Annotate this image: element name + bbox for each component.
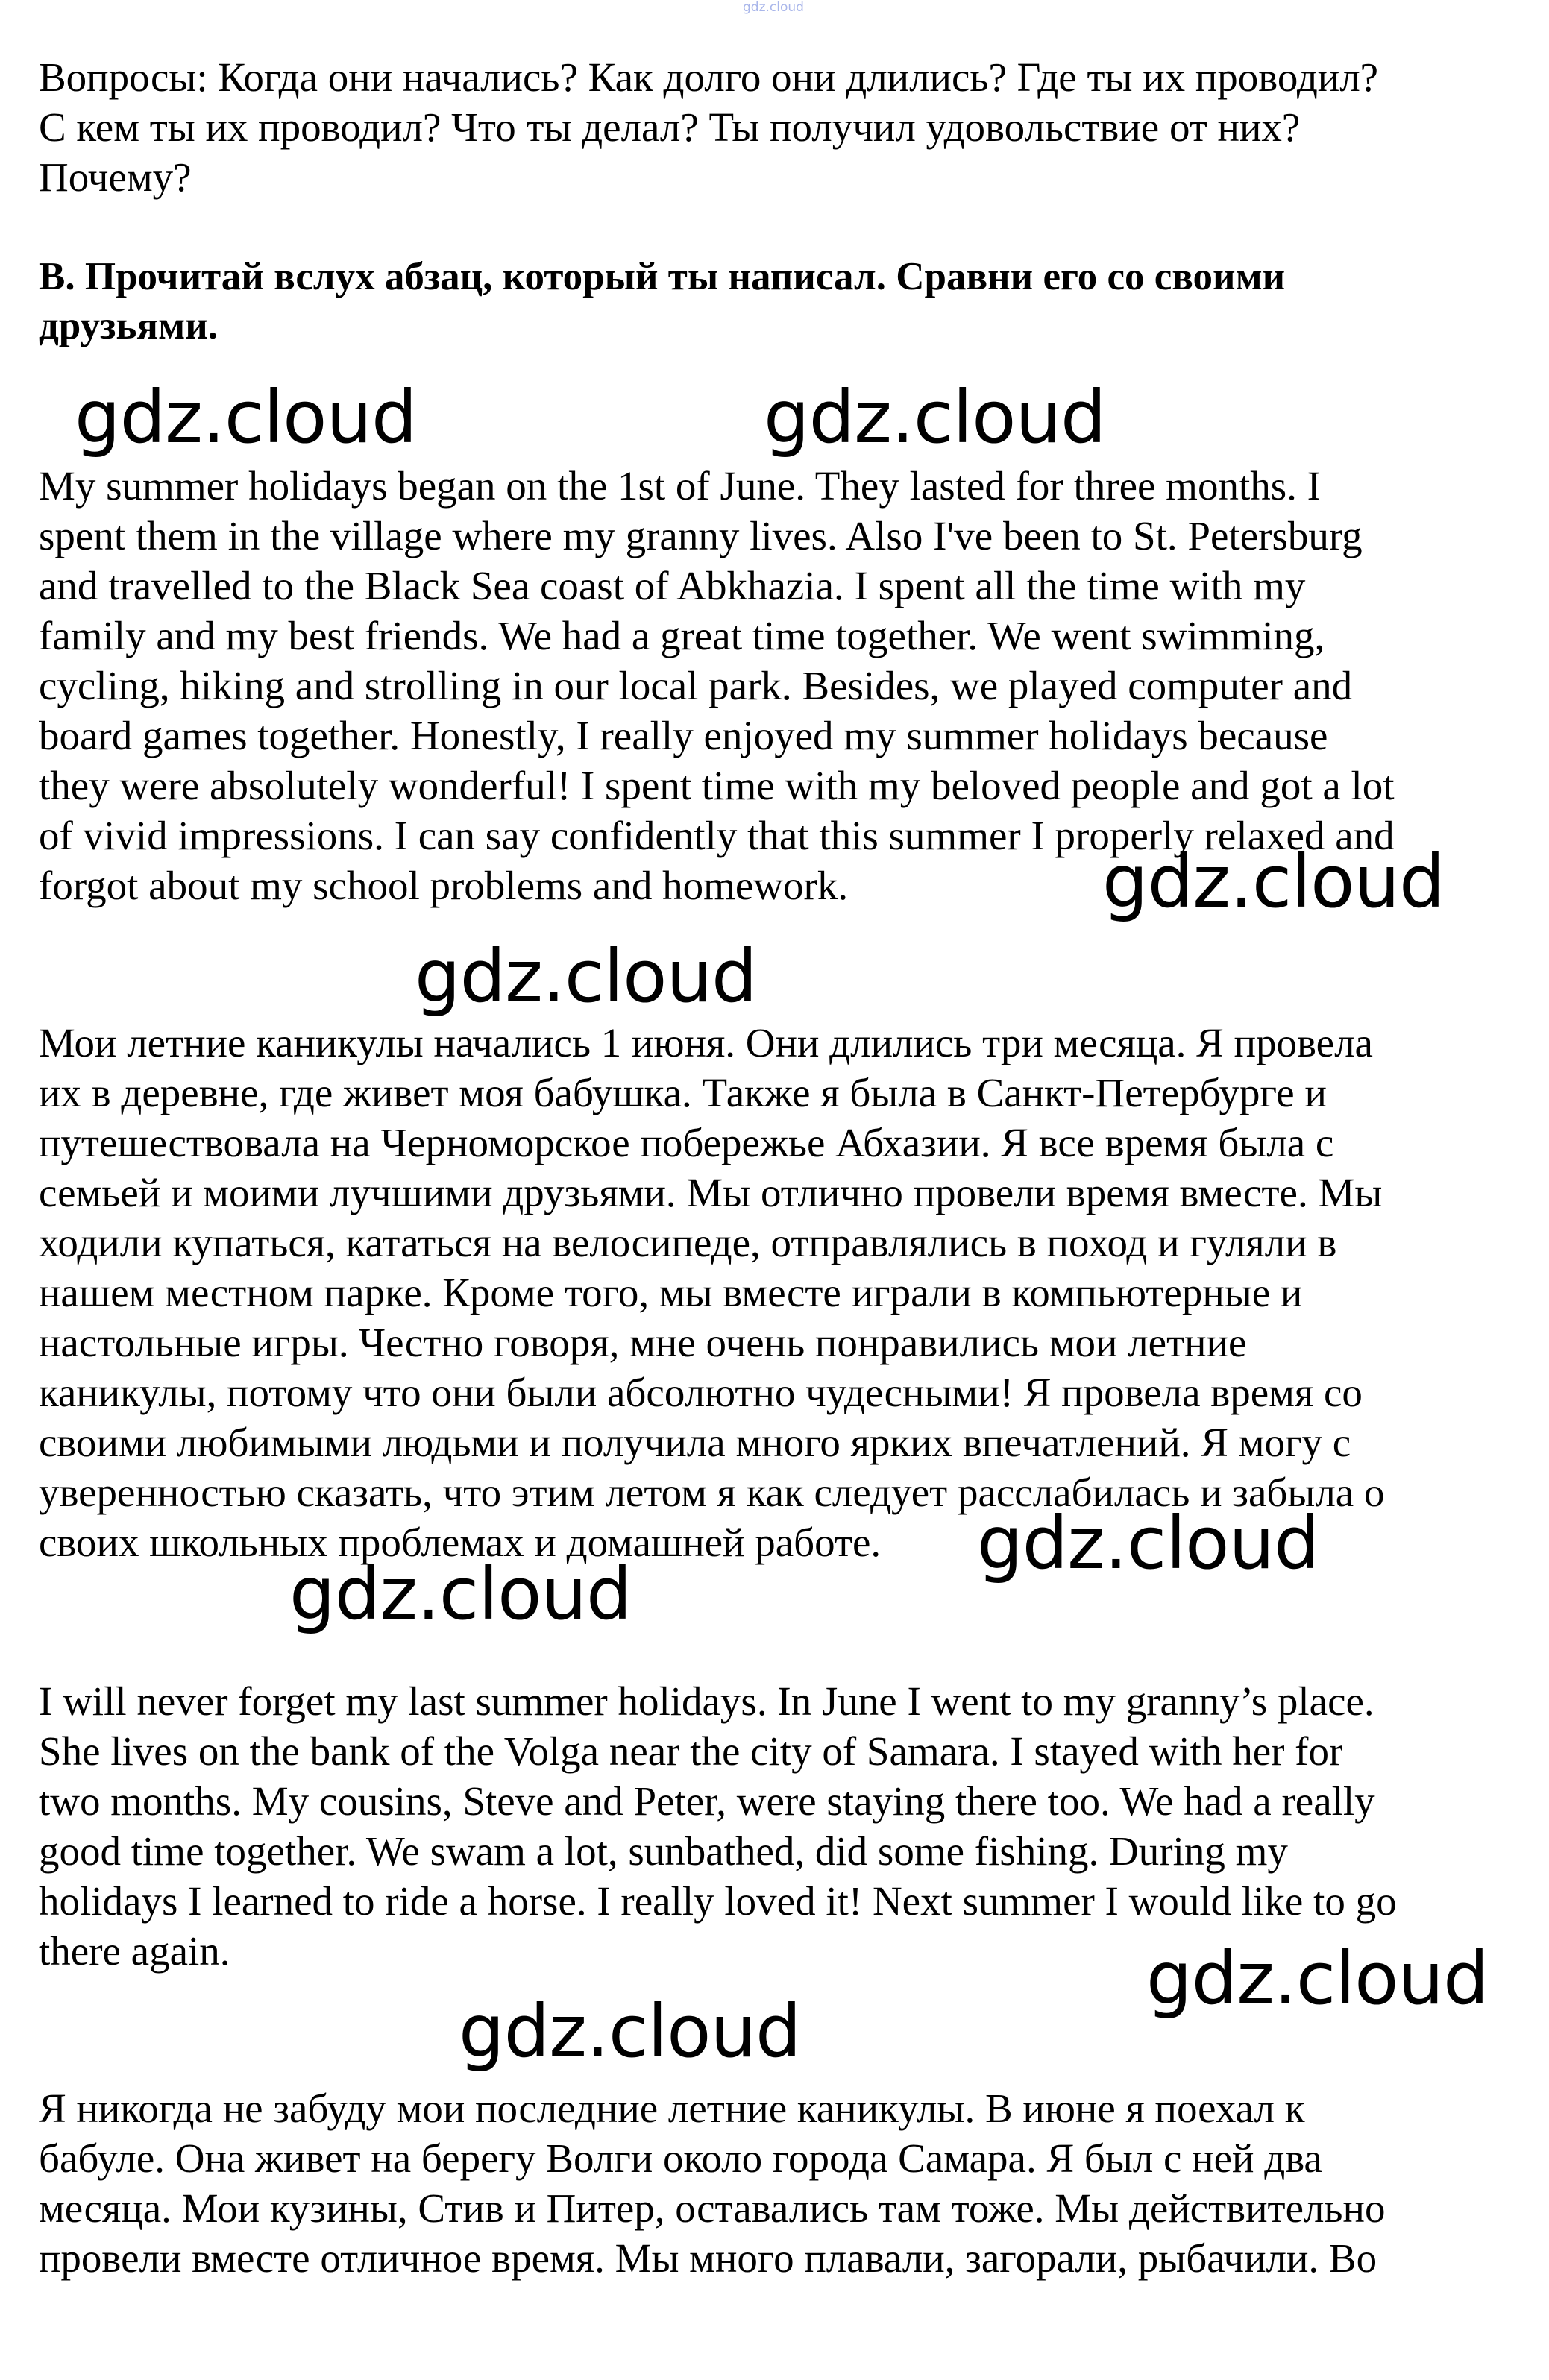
paragraph-2-english: I will never forget my last summer holidays. In June I went to my granny’s place. She lives on the bank of the Volga near the city of Samara. I stayed with her for two months. My cousins, Steve and Peter, were staying there too. We had a really good time together. We swam a lot, sunbathed, did some fishing. During my holidays I learned to ride a horse. I really loved it! Next summer I would like to go there again. <box>39 1678 1397 1974</box>
watermark: gdz.cloud <box>977 1501 1319 1585</box>
watermark: gdz.cloud <box>75 375 417 459</box>
paragraph-1-english: My summer holidays began on the 1st of June. They lasted for three months. I spent them in the village where my granny lives. Also I've been to St. Petersburg and travelled to the Black Sea coast of Abkhazia. I spent all the time with my family and my best friends. We had a great time together. We went swimming, cycling, hiking and strolling in our local park. Besides, we played computer and board games together. Honestly, I really enjoyed my summer holidays because they were absolutely wonderful! I spent time with my beloved people and got a lot of vivid impressions. I can say confidently that this summer I properly relaxed and forgot about my school problems and homework. <box>39 463 1395 908</box>
watermark: gdz.cloud <box>764 375 1106 459</box>
watermark: gdz.cloud <box>459 1989 801 2074</box>
paragraph-1-russian: Мои летние каникулы начались 1 июня. Они длились три месяца. Я провела их в деревне, где живет моя бабушка. Также я была в Санкт-Петербурге и путешествовала на Черноморское побережье Абхазии. Я все время была с семьей и моими лучшими друзьями. Мы отлично провели время вместе. Мы ходили купаться, кататься на велосипеде, отправлялись в поход и гуляли в нашем местном парке. Кроме того, мы вместе играли в компьютерные и настольные игры. Честно говоря, мне очень понравились мои летние каникулы, потому что они были абсолютно чудесными! Я провела время со своими любимыми людьми и получила много ярких впечатлений. Я могу с уверенностью сказать, что этим летом я как следует расслабилась и забыла о своих школьных проблемах и домашней работе. <box>39 1020 1385 1565</box>
top-watermark: gdz.cloud <box>743 0 804 15</box>
questions-text: Вопросы: Когда они начались? Как долго они длились? Где ты их проводил? С кем ты их проводил? Что ты делал? Ты получил удовольствие от них? Почему? <box>39 54 1379 200</box>
task-b-heading: B. Прочитай вслух абзац, который ты написал. Сравни его со своими друзьями. <box>39 255 1286 347</box>
paragraph-2-russian: Я никогда не забуду мои последние летние каникулы. В июне я поехал к бабуле. Она живет на берегу Волги около города Самара. Я был с ней два месяца. Мои кузины, Стив и Питер, оставались там тоже. Мы действительно провели вместе отличное время. Мы много плавали, загорали, рыбачили. Во <box>39 2085 1386 2281</box>
watermark: gdz.cloud <box>1146 1936 1489 2021</box>
watermark: gdz.cloud <box>415 934 757 1019</box>
watermark: gdz.cloud <box>289 1552 632 1636</box>
watermark: gdz.cloud <box>1102 840 1445 924</box>
